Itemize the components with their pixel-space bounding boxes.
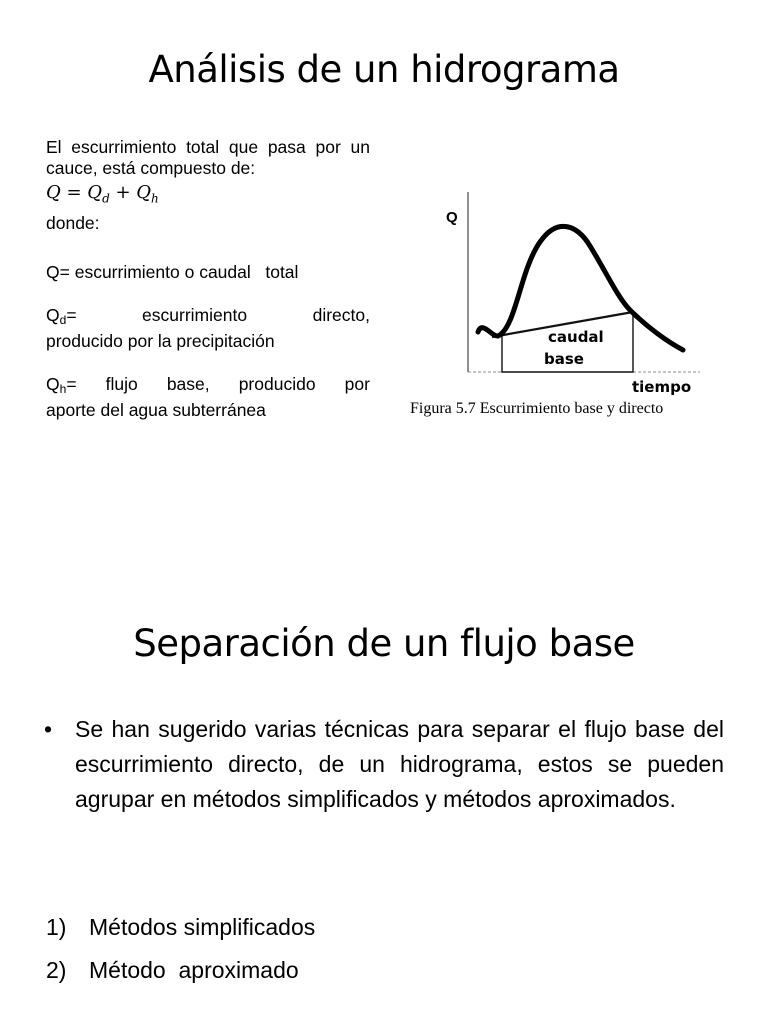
definition-qh-word-4: por <box>344 373 370 394</box>
formula-term-2-sub: h <box>151 191 159 206</box>
numbered-list <box>46 906 315 992</box>
definition-qd-word-1: escurrimiento <box>142 304 248 325</box>
definition-qd-line-2: producido por la precipitación <box>46 330 275 351</box>
definition-qh-line-1 <box>46 374 370 400</box>
definition-qd-equals: = <box>66 304 77 325</box>
definition-qh-line-2: aporte del agua subterránea <box>46 399 266 420</box>
definition-qd-symbol <box>46 305 77 331</box>
formula-term-2: Q <box>136 182 152 203</box>
formula-term-1: Q <box>87 182 103 203</box>
figure-caption: Figura 5.7 Escurrimiento base y directo <box>410 400 664 417</box>
bullet-icon: • <box>44 716 53 742</box>
intro-text: El escurrimiento total que pasa por un cauce, está compuesto de: <box>46 137 370 178</box>
definition-qh-symbol-letter: Q <box>46 373 60 394</box>
numbered-item-1 <box>46 906 315 949</box>
definition-qd-line-1 <box>46 305 370 331</box>
hydrograph-diagram <box>400 180 740 400</box>
slide-title: Análisis de un hidrograma <box>148 48 620 91</box>
formula <box>46 179 370 213</box>
y-axis-label: Q <box>446 209 458 226</box>
x-axis-label: tiempo <box>632 378 692 396</box>
definition-qh-equals: = <box>66 373 77 394</box>
definition-qd-word-2: directo, <box>312 304 370 325</box>
numbered-item-2-text: Método aproximado <box>89 957 299 983</box>
slide-separacion <box>0 512 768 1024</box>
definition-q-symbol: Q <box>46 261 60 282</box>
definition-qd <box>46 305 370 352</box>
caudal-base-label-2: base <box>544 350 584 368</box>
text-column <box>46 137 370 421</box>
formula-lhs: Q <box>46 182 61 203</box>
slide-title-2: Separación de un flujo base <box>133 622 635 665</box>
numbered-item-1-num: 1) <box>46 914 67 940</box>
numbered-item-2 <box>46 949 315 992</box>
numbered-item-1-text: Métodos simplificados <box>89 914 316 940</box>
formula-term-1-sub: d <box>102 191 110 206</box>
definition-qh-symbol <box>46 374 77 400</box>
donde-label: donde: <box>46 212 100 233</box>
formula-equals: = <box>60 182 88 203</box>
bullet-list <box>44 712 724 817</box>
hydrograph-figure <box>400 180 740 430</box>
definition-q-text: = escurrimiento o caudal total <box>59 261 299 282</box>
caudal-base-label-1: caudal <box>548 328 604 346</box>
definition-qd-symbol-sub: d <box>59 312 67 327</box>
definition-qh-word-2: base, <box>166 373 210 394</box>
definition-qh-word-1: flujo <box>105 373 138 394</box>
bullet-item <box>44 712 724 817</box>
definition-q <box>46 262 370 283</box>
definition-qh-word-3: producido <box>238 373 316 394</box>
definition-qd-symbol-letter: Q <box>46 304 60 325</box>
numbered-item-2-num: 2) <box>46 957 67 983</box>
definition-qh <box>46 374 370 421</box>
bullet-text: Se han sugerido varias técnicas para separar el flujo base del escurrimiento directo, de un hidrograma, estos se pueden agrupar en métodos simplificados y métodos aproximados. <box>75 716 724 812</box>
formula-plus: + <box>109 182 137 203</box>
definition-qh-symbol-sub: h <box>59 381 67 396</box>
